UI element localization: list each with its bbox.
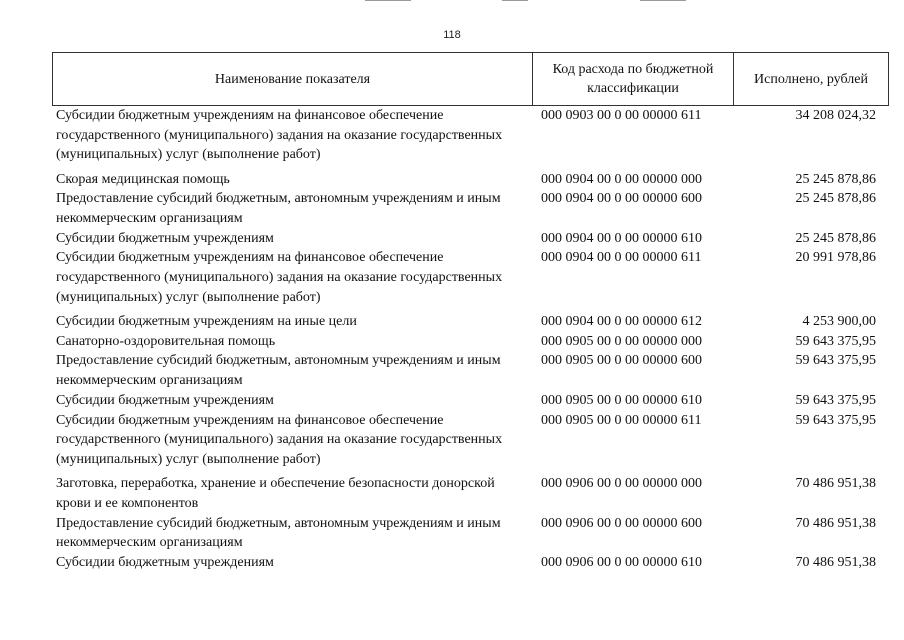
row-name: Субсидии бюджетным учреждениям на финансовое обеспечение государственного (муниципального) задания на оказание государственных (муниципальных) услуг (выполнение работ) <box>56 108 503 163</box>
scan-edge-mark <box>640 0 686 1</box>
table-row <box>52 248 889 307</box>
table-row <box>52 553 889 573</box>
row-code: 000 0906 00 0 00 00000 600 <box>541 515 702 531</box>
table-row <box>52 332 889 352</box>
table-row <box>52 474 889 513</box>
row-sum: 59 643 375,95 <box>795 333 876 349</box>
row-sum: 70 486 951,38 <box>795 515 876 531</box>
table-body <box>52 106 889 573</box>
budget-table <box>52 52 889 573</box>
row-sum: 25 245 878,86 <box>795 191 876 207</box>
scan-edge-mark <box>502 0 528 1</box>
row-name: Предоставление субсидий бюджетным, автономным учреждениям и иным некоммерческим организациям <box>56 515 501 551</box>
table-row <box>52 312 889 332</box>
row-code: 000 0904 00 0 00 00000 000 <box>541 171 702 187</box>
row-name: Заготовка, переработка, хранение и обеспечение безопасности донорской крови и ее компонентов <box>56 476 495 511</box>
table-row <box>52 229 889 249</box>
row-code: 000 0905 00 0 00 00000 610 <box>541 392 702 408</box>
row-name: Предоставление субсидий бюджетным, автономным учреждениям и иным некоммерческим организациям <box>56 353 501 389</box>
table-row <box>52 514 889 553</box>
header-code: Код расхода по бюджетной классификации <box>532 53 733 105</box>
row-name: Субсидии бюджетным учреждениям <box>56 230 274 246</box>
row-sum: 4 253 900,00 <box>802 314 876 330</box>
table-row <box>52 391 889 411</box>
row-name: Субсидии бюджетным учреждениям <box>56 392 274 408</box>
row-code: 000 0904 00 0 00 00000 610 <box>541 230 702 246</box>
row-name: Скорая медицинская помощь <box>56 171 230 187</box>
row-code: 000 0906 00 0 00 00000 000 <box>541 476 702 492</box>
row-sum: 70 486 951,38 <box>795 476 876 492</box>
scan-edge-mark <box>365 0 411 1</box>
row-sum: 59 643 375,95 <box>795 392 876 408</box>
row-code: 000 0905 00 0 00 00000 600 <box>541 353 702 369</box>
row-name: Субсидии бюджетным учреждениям на финансовое обеспечение государственного (муниципального) задания на оказание государственных (муниципальных) услуг (выполнение работ) <box>56 412 503 467</box>
row-sum: 70 486 951,38 <box>795 554 876 570</box>
row-sum: 20 991 978,86 <box>795 250 876 266</box>
row-sum: 25 245 878,86 <box>795 230 876 246</box>
row-code: 000 0904 00 0 00 00000 612 <box>541 314 702 330</box>
row-name: Субсидии бюджетным учреждениям на финансовое обеспечение государственного (муниципального) задания на оказание государственных (муниципальных) услуг (выполнение работ) <box>56 250 503 305</box>
row-code: 000 0906 00 0 00 00000 610 <box>541 554 702 570</box>
table-row <box>52 106 889 165</box>
table-row <box>52 189 889 228</box>
row-code: 000 0905 00 0 00 00000 611 <box>541 412 702 428</box>
row-sum: 34 208 024,32 <box>795 108 876 123</box>
row-code: 000 0904 00 0 00 00000 611 <box>541 250 702 266</box>
table-row <box>52 411 889 470</box>
page-number: 118 <box>443 29 461 41</box>
row-sum: 59 643 375,95 <box>795 412 876 428</box>
table-row <box>52 170 889 190</box>
header-sum: Исполнено, рублей <box>733 53 888 105</box>
row-name: Субсидии бюджетным учреждениям <box>56 554 274 570</box>
row-code: 000 0905 00 0 00 00000 000 <box>541 333 702 349</box>
row-name: Санаторно-оздоровительная помощь <box>56 333 276 349</box>
table-header <box>52 52 889 106</box>
row-sum: 25 245 878,86 <box>795 171 876 187</box>
row-code: 000 0904 00 0 00 00000 600 <box>541 191 702 207</box>
row-sum: 59 643 375,95 <box>795 353 876 369</box>
row-name: Субсидии бюджетным учреждениям на иные цели <box>56 314 357 330</box>
header-name: Наименование показателя <box>214 71 371 87</box>
row-name: Предоставление субсидий бюджетным, автономным учреждениям и иным некоммерческим организациям <box>56 191 501 227</box>
table-row <box>52 351 889 390</box>
row-code: 000 0903 00 0 00 00000 611 <box>541 108 702 123</box>
